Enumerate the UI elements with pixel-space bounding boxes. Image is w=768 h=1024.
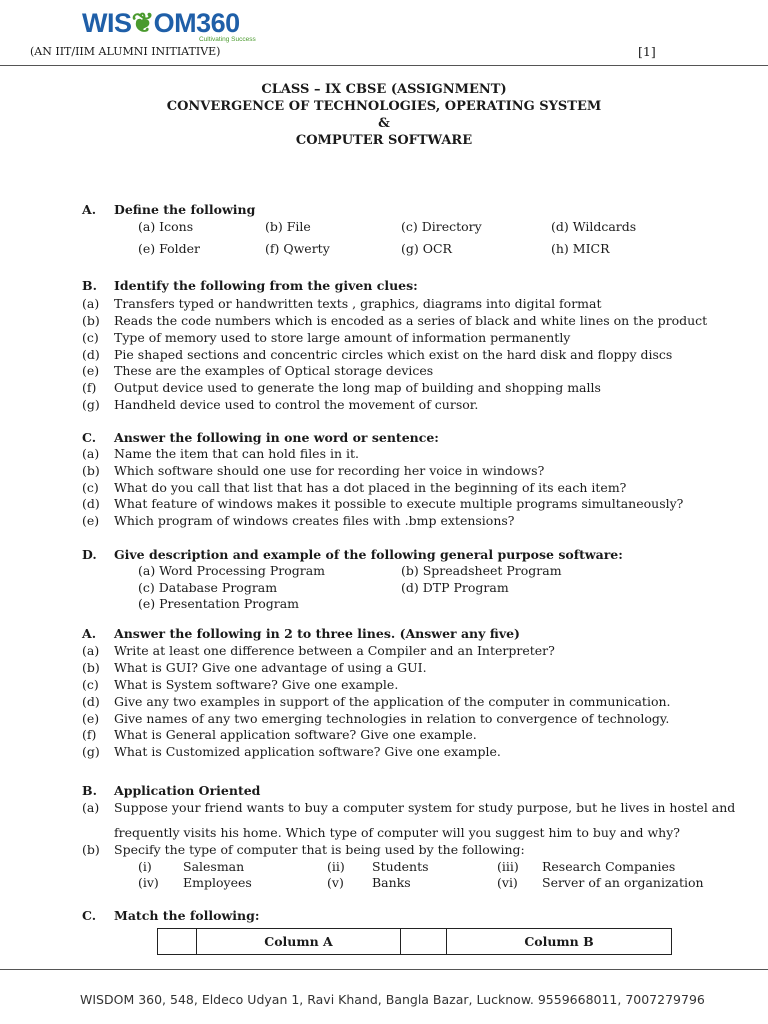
list-item: Name the item that can hold files in it. [114, 446, 359, 461]
item-marker: (a) [82, 643, 100, 658]
item-marker: (f) [82, 727, 97, 742]
list-item: Give any two examples in support of the application of the computer in communication. [114, 694, 671, 709]
list-item: Type of memory used to store large amount of information permanently [114, 330, 571, 345]
item-marker: (a) [82, 296, 100, 311]
item-marker: (f) [82, 380, 97, 395]
list-item: Give names of any two emerging technologies in relation to convergence of technology. [114, 711, 670, 726]
item-marker: (e) [82, 711, 100, 726]
list-item: What is Customized application software? Give one example. [114, 744, 501, 759]
section-letter: A. [82, 626, 97, 641]
user-item: Students [372, 859, 429, 874]
user-item: Banks [372, 875, 411, 890]
section-letter: A. [82, 202, 97, 217]
list-item: (d) DTP Program [401, 580, 509, 595]
list-item: What is General application software? Give one example. [114, 727, 477, 742]
user-item: Research Companies [542, 859, 676, 874]
org-line: (AN IIT/IIM ALUMNI INITIATIVE) [30, 45, 221, 58]
list-item: Handheld device used to control the movement of cursor. [114, 397, 479, 412]
list-item: Write at least one difference between a Compiler and an Interpreter? [114, 643, 555, 658]
list-item: (c) Database Program [138, 580, 278, 595]
title-line-2: CONVERGENCE OF TECHNOLOGIES, OPERATING SYSTEM [166, 99, 602, 114]
item-marker: (vi) [497, 875, 518, 890]
list-item: (f) Qwerty [265, 241, 330, 256]
column-a-header: Column A [197, 929, 401, 955]
list-item: What is System software? Give one example. [114, 677, 399, 692]
user-item: Server of an organization [542, 875, 704, 890]
table-row [158, 929, 672, 955]
item-marker: (c) [82, 480, 99, 495]
item-marker: (b) [82, 842, 100, 857]
list-item: (h) MICR [551, 241, 610, 256]
item-marker: (d) [82, 496, 100, 511]
leaf-icon: ❦ [131, 8, 154, 38]
table-cell [401, 929, 447, 955]
list-item: (a) Icons [138, 219, 194, 234]
logo-wordmark: WIS❦OM360 [82, 8, 240, 38]
item-marker: (c) [82, 677, 99, 692]
list-item-continued: frequently visits his home. Which type of computer will you suggest him to buy and why? [114, 825, 680, 840]
list-item: What feature of windows makes it possible to execute multiple programs simultaneously? [114, 496, 684, 511]
list-item: (e) Presentation Program [138, 596, 300, 611]
section-letter: B. [82, 783, 97, 798]
item-marker: (g) [82, 397, 100, 412]
section-heading: Give description and example of the following general purpose software: [114, 547, 623, 562]
item-marker: (d) [82, 347, 100, 362]
section-heading: Match the following: [114, 908, 260, 923]
title-line-1: CLASS – IX CBSE (ASSIGNMENT) [261, 82, 507, 97]
list-item: What is GUI? Give one advantage of using a GUI. [114, 660, 427, 675]
column-b-header: Column B [447, 929, 672, 955]
list-item: What do you call that list that has a dot placed in the beginning of its each item? [114, 480, 627, 495]
list-item: These are the examples of Optical storage devices [114, 363, 434, 378]
section-heading: Answer the following in one word or sentence: [114, 430, 439, 445]
list-item: (a) Word Processing Program [138, 563, 326, 578]
item-marker: (b) [82, 463, 100, 478]
list-item: (c) Directory [401, 219, 482, 234]
list-item: Specify the type of computer that is being used by the following: [114, 842, 525, 857]
user-item: Employees [183, 875, 252, 890]
section-heading: Identify the following from the given clues: [114, 278, 418, 293]
item-marker: (e) [82, 513, 100, 528]
item-marker: (ii) [327, 859, 345, 874]
section-heading: Application Oriented [114, 783, 261, 798]
footer-address: WISDOM 360, 548, Eldeco Udyan 1, Ravi Khand, Bangla Bazar, Lucknow. 9559668011, 7007279796 [80, 992, 705, 1007]
logo-tagline: Cultivating Success [199, 36, 256, 43]
section-heading: Answer the following in 2 to three lines. (Answer any five) [114, 626, 520, 641]
item-marker: (d) [82, 694, 100, 709]
list-item: (g) OCR [401, 241, 452, 256]
item-marker: (i) [138, 859, 152, 874]
list-item: Reads the code numbers which is encoded as a series of black and white lines on the product [114, 313, 708, 328]
title-line-3: & [378, 116, 390, 131]
title-line-4: COMPUTER SOFTWARE [295, 133, 473, 148]
item-marker: (a) [82, 446, 100, 461]
list-item: (b) Spreadsheet Program [401, 563, 562, 578]
list-item: Transfers typed or handwritten texts , graphics, diagrams into digital format [114, 296, 602, 311]
list-item: Which program of windows creates files with .bmp extensions? [114, 513, 515, 528]
section-letter: B. [82, 278, 97, 293]
item-marker: (e) [82, 363, 100, 378]
footer-divider [0, 969, 768, 970]
logo [82, 6, 302, 46]
item-marker: (b) [82, 313, 100, 328]
section-letter: C. [82, 908, 97, 923]
list-item: Suppose your friend wants to buy a computer system for study purpose, but he lives in hostel and [114, 800, 736, 815]
item-marker: (b) [82, 660, 100, 675]
item-marker: (iii) [497, 859, 519, 874]
list-item: Pie shaped sections and concentric circles which exist on the hard disk and floppy discs [114, 347, 673, 362]
list-item: Output device used to generate the long map of building and shopping malls [114, 380, 601, 395]
item-marker: (a) [82, 800, 100, 815]
list-item: (e) Folder [138, 241, 201, 256]
header-divider [0, 65, 768, 66]
list-item: Which software should one use for recording her voice in windows? [114, 463, 545, 478]
list-item: (d) Wildcards [551, 219, 637, 234]
section-letter: D. [82, 547, 97, 562]
item-marker: (iv) [138, 875, 159, 890]
section-letter: C. [82, 430, 97, 445]
item-marker: (v) [327, 875, 344, 890]
match-table [157, 928, 672, 955]
item-marker: (c) [82, 330, 99, 345]
user-item: Salesman [183, 859, 245, 874]
item-marker: (g) [82, 744, 100, 759]
page-marker: [1] [638, 44, 656, 59]
section-heading: Define the following [114, 202, 256, 217]
list-item: (b) File [265, 219, 311, 234]
table-cell [158, 929, 197, 955]
